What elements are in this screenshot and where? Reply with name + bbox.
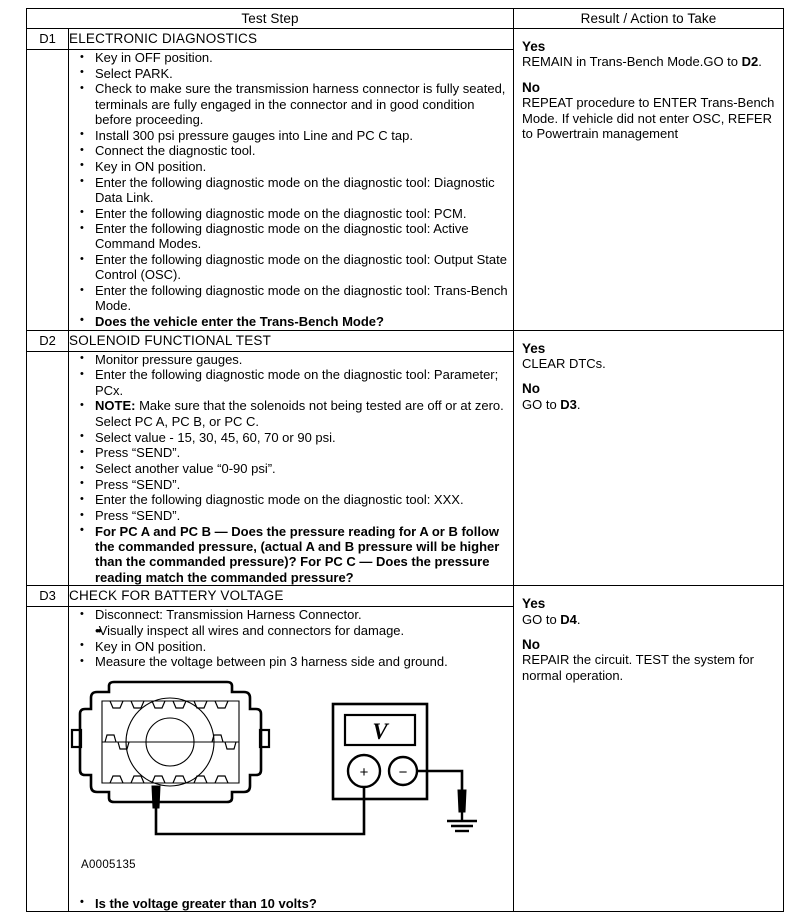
section-id-d2: D2 [27,330,69,351]
voltmeter-positive-label: + [359,763,369,781]
list-item: • Press “SEND”. [69,477,513,492]
result-text-no-d2: GO to D3. [522,396,581,412]
list-item: • Select PARK. [69,66,513,81]
step-cell-d1 [69,50,514,331]
test-lead-negative [417,771,462,792]
list-item: • Enter the following diagnostic mode on the diagnostic tool: PCM. [69,206,513,221]
result-block-yes-d3 [522,596,777,627]
result-label-no-d1: No [522,79,540,95]
list-item: • Monitor pressure gauges. [69,352,513,367]
note-label: NOTE: [95,398,136,414]
step-list-d1 [69,50,513,329]
step-list-d2 [69,352,513,585]
result-label-no-d2: No [522,381,540,397]
section-title-row-d3 [27,586,784,607]
section-title-d2: SOLENOID FUNCTIONAL TEST [69,330,514,351]
voltage-measurement-figure [69,682,513,882]
result-text-yes-d2: CLEAR DTCs. [522,356,606,372]
list-item: • Select another value “0-90 psi”. [69,461,513,476]
list-item: • Check to make sure the transmission harness connector is fully seated, terminals are fully engaged in the connector and in good condition before proceeding. [69,81,513,127]
step-cell-d3 [69,607,514,912]
result-content-d3 [514,586,783,691]
section-title-d1: ELECTRONIC DIAGNOSTICS [69,29,514,50]
result-goto-d3: D3 [560,396,577,412]
result-goto-d2: D2 [741,54,759,70]
step-list-d3 [69,607,513,669]
list-item: • Enter the following diagnostic mode on the diagnostic tool: Active Command Modes. [69,221,513,251]
result-content-d2 [514,331,783,421]
list-item: • Press “SEND”. [69,508,513,523]
final-question: • Is the voltage greater than 10 volts? [69,896,513,911]
column-header-test-step: Test Step [27,9,514,29]
list-item: • Install 300 psi pressure gauges into Line and PC C tap. [69,128,513,143]
list-item: • Key in ON position. [69,159,513,174]
figure-code: A0005135 [81,858,136,871]
section-title-row-d2 [27,330,784,351]
result-text-no-d3: REPAIR the circuit. TEST the system for normal operation. [522,652,754,683]
diagnostic-procedure-table [26,8,784,912]
spacer-cell-d1 [27,50,69,331]
table-header-row [27,9,784,29]
list-item: • Key in OFF position. [69,50,513,65]
result-block-no-d1 [522,80,777,142]
list-item: Select PC A, PC B, or PC C. [95,413,259,429]
section-id-d1: D1 [27,29,69,50]
transmission-harness-connector [72,682,269,802]
voltmeter-negative-label: − [398,763,408,781]
probe-tip-ground [458,790,466,812]
connector-terminals-top [110,701,228,708]
result-label-yes-d1: Yes [522,39,546,54]
probe-tip-connector [152,786,160,808]
list-item: • Enter the following diagnostic mode on the diagnostic tool: Parameter; PCx. [69,367,513,397]
list-item: • Connect the diagnostic tool. [69,143,513,158]
list-item: • Measure the voltage between pin 3 harness side and ground. [69,654,513,669]
result-label-yes-d2: Yes [522,340,546,356]
result-text-yes-d1: REMAIN in Trans-Bench Mode.GO to D2. [522,54,762,70]
list-item: • Press “SEND”. [69,445,513,460]
result-block-no-d3 [522,637,777,683]
section-title-row-d1 [27,29,784,50]
result-label-yes-d3: Yes [522,596,546,612]
result-goto-d4: D4 [560,611,577,627]
ground-symbol [447,812,477,831]
spacer-cell-d2 [27,351,69,586]
list-item-question: • Does the vehicle enter the Trans-Bench Mode? [69,314,513,329]
result-block-yes-d2 [522,341,777,372]
result-content-d1 [514,29,783,149]
result-block-yes-d1 [522,39,777,70]
list-item: • • Visually inspect all wires and connectors for damage. [69,623,513,638]
list-item: • Select value - 15, 30, 45, 60, 70 or 90 psi. [69,430,513,445]
list-item-question: • For PC A and PC B — Does the pressure reading for A or B follow the commanded pressure, (actual A and B pressure will be higher than the commanded pressure)? For PC C — Does the pressure reading match the commanded pressure? [69,524,513,585]
result-block-no-d2 [522,381,777,412]
section-id-d3: D3 [27,586,69,607]
step-cell-d2 [69,351,514,586]
spacer-cell-d3 [27,607,69,912]
column-header-result-action: Result / Action to Take [514,9,784,29]
voltmeter-display-value: V [372,718,388,744]
result-text-no-d1: REPEAT procedure to ENTER Trans-Bench Mode. If vehicle did not enter OSC, REFER to Powertrain management [522,95,775,142]
connector-terminals-bottom [110,776,228,783]
list-item: • Enter the following diagnostic mode on the diagnostic tool: Trans-Bench Mode. [69,283,513,313]
list-item: • Enter the following diagnostic mode on the diagnostic tool: Output State Control (OSC). [69,252,513,282]
list-item: • Disconnect: Transmission Harness Connector. [69,607,513,622]
connector-voltmeter-diagram [69,682,509,857]
result-cell-d2 [514,330,784,586]
result-cell-d1 [514,29,784,331]
section-title-d3: CHECK FOR BATTERY VOLTAGE [69,586,514,607]
list-item: • Enter the following diagnostic mode on the diagnostic tool: Diagnostic Data Link. [69,175,513,205]
list-item-note: • NOTE: Make sure that the solenoids not being tested are off or at zero. [69,398,513,413]
list-item: • Key in ON position. [69,639,513,654]
result-label-no-d3: No [522,637,540,653]
result-cell-d3 [514,586,784,912]
list-item: • Enter the following diagnostic mode on the diagnostic tool: XXX. [69,492,513,507]
result-text-yes-d3: GO to D4. [522,611,581,627]
